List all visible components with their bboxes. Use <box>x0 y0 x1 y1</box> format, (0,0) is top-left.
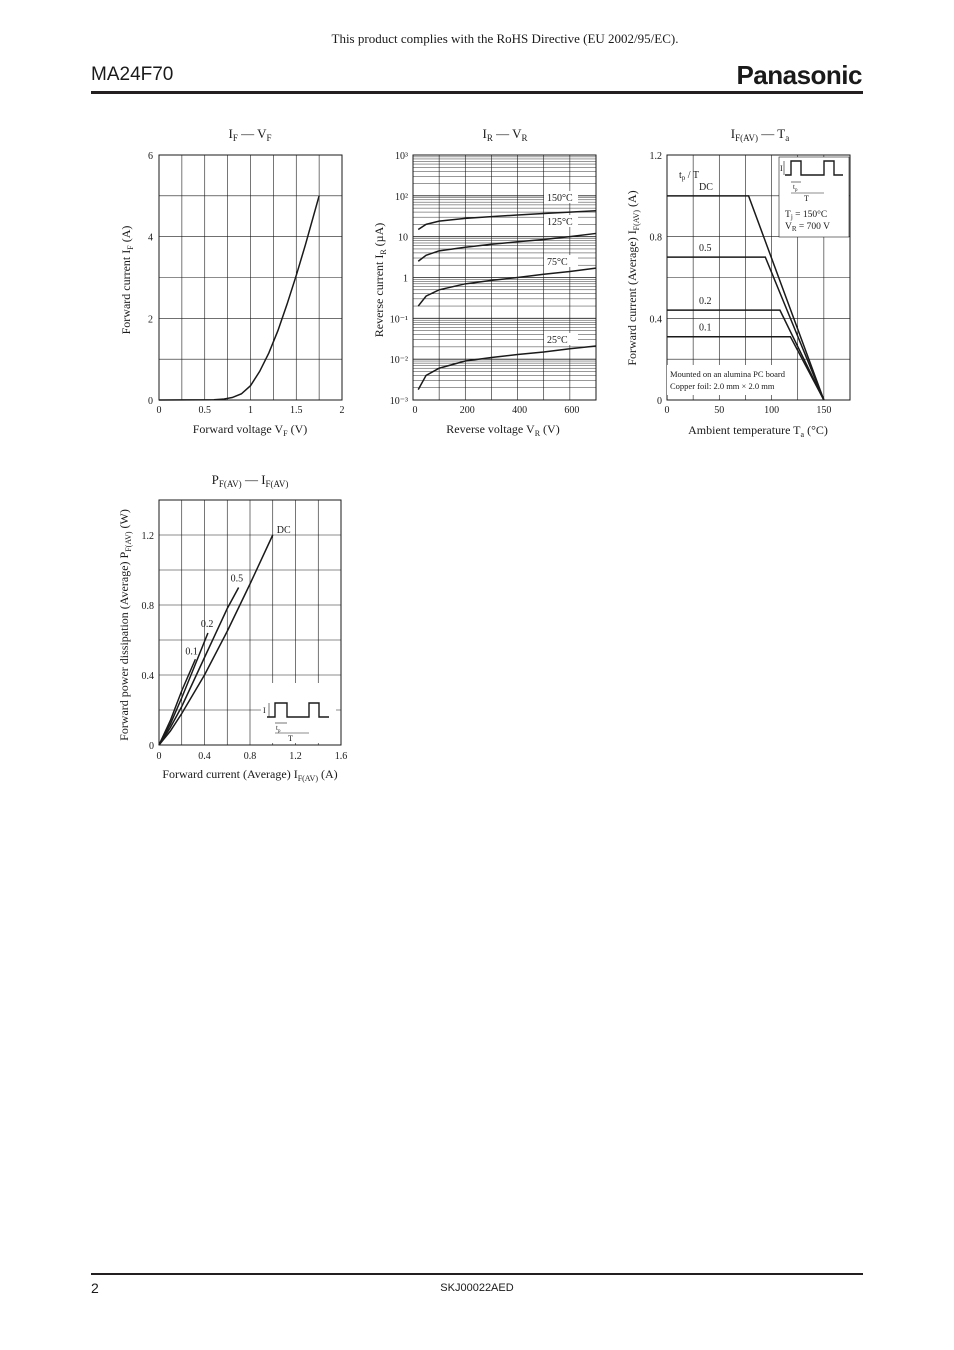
tp-label: $t_p$ <box>276 724 281 734</box>
x-tick-label: 1.2 <box>289 751 302 762</box>
series-label: 25°C <box>547 335 568 346</box>
y-tick-label: 0 <box>148 396 153 407</box>
series-label: 0.1 <box>185 646 198 658</box>
pulse-inset <box>261 683 336 743</box>
legend-header: $t_p$ / T <box>679 170 699 182</box>
x-tick-label: 100 <box>764 405 780 416</box>
series-line-0.1 <box>159 659 195 745</box>
y-tick-label: 1.2 <box>141 531 154 542</box>
series-label: 0.5 <box>230 573 244 585</box>
y-axis-label: Forward current (Average) $I_{F(AV)}$ (A) <box>625 190 641 366</box>
x-tick-label: 2 <box>339 405 345 416</box>
amplitude-label: I <box>780 164 783 173</box>
series-label: 0.5 <box>699 243 712 255</box>
series-label: 0.2 <box>699 296 712 308</box>
chart-pfav-ifav <box>110 465 370 790</box>
chart-title: $P_{F(AV)}$ — $I_{F(AV)}$ <box>211 472 289 489</box>
x-tick-label: 1.5 <box>290 405 303 416</box>
x-tick-label: 0 <box>156 751 162 762</box>
chart-if-vf <box>110 120 360 445</box>
series-line-25c <box>418 346 596 390</box>
x-tick-label: 0.4 <box>198 751 211 762</box>
y-tick-label: 0 <box>149 741 154 752</box>
amplitude-label: I <box>263 706 266 715</box>
note-line: Copper foil: 2.0 mm × 2.0 mm <box>670 381 775 391</box>
chart-ir-vr <box>365 120 615 445</box>
y-tick-label: 0 <box>657 396 662 407</box>
x-axis-label: Reverse voltage $V_R$ (V) <box>446 422 560 438</box>
y-tick-label: 1 <box>403 273 408 285</box>
chart-title: $I_R$ — $V_R$ <box>482 126 528 143</box>
x-tick-label: 0 <box>664 405 670 416</box>
y-tick-label: 10³ <box>395 151 408 162</box>
x-axis-label: Forward voltage $V_F$ (V) <box>192 422 308 438</box>
part-number: MA24F70 <box>91 64 174 85</box>
series-label: 75°C <box>547 257 568 268</box>
y-axis-label: Forward current $I_F$ (A) <box>119 225 135 335</box>
x-tick-label: 0.8 <box>243 751 257 762</box>
y-tick-label: 10⁻¹ <box>389 314 408 326</box>
condition-tj: $T_j = 150^\circ C$ <box>785 210 828 221</box>
chart-title: $I_F$ — $V_F$ <box>228 126 272 143</box>
x-tick-label: 0 <box>412 405 418 416</box>
y-axis-label: Forward power dissipation (Average) $P_{F(AV)}$ (W) <box>117 509 133 741</box>
x-tick-label: 0 <box>156 405 162 416</box>
x-axis-label: Forward current (Average) $I_{F(AV)}$ (A) <box>162 767 338 783</box>
x-tick-label: 0.5 <box>198 405 211 416</box>
x-tick-label: 400 <box>512 405 528 416</box>
x-tick-label: 600 <box>564 405 580 416</box>
series-label: 150°C <box>547 193 573 204</box>
tp-label: $t_p$ <box>793 183 798 193</box>
series-label: DC <box>276 525 291 536</box>
y-tick-label: 10⁻³ <box>389 396 408 407</box>
series-label: 0.2 <box>200 619 214 630</box>
brand-logo: Panasonic <box>736 60 862 90</box>
series-line-75c <box>418 268 596 306</box>
period-label: T <box>804 194 809 203</box>
series-line-if <box>159 196 319 400</box>
series-label: 0.1 <box>699 322 712 334</box>
chart-title: $I_{F(AV)}$ — $T_a$ <box>730 126 790 143</box>
y-tick-label: 10² <box>395 191 408 203</box>
condition-vr: $V_R = 700$ V <box>785 222 830 233</box>
x-tick-label: 1 <box>248 405 253 416</box>
y-tick-label: 1.2 <box>649 151 662 162</box>
y-tick-label: 4 <box>148 232 153 244</box>
pulse-inset <box>779 157 849 237</box>
x-tick-label: 200 <box>459 405 475 416</box>
series-label: DC <box>699 181 713 193</box>
x-tick-label: 150 <box>816 405 832 416</box>
x-tick-label: 50 <box>714 405 725 416</box>
page-number: 2 <box>91 1280 99 1296</box>
y-axis-label: Reverse current $I_R$ (µA) <box>372 222 388 338</box>
inset-bg <box>261 683 336 743</box>
y-tick-label: 10⁻² <box>389 355 408 367</box>
y-tick-label: 2 <box>148 314 153 326</box>
y-tick-label: 0.4 <box>141 671 154 682</box>
series-label: 125°C <box>547 217 573 228</box>
y-tick-label: 10 <box>398 232 408 244</box>
document-code: SKJ00022AED <box>440 1282 514 1294</box>
chart-ifav-ta <box>620 120 870 445</box>
x-axis-label: Ambient temperature $T_a$ (°C) <box>688 423 828 439</box>
mounting-note <box>667 365 797 395</box>
y-tick-label: 0.8 <box>649 232 662 244</box>
x-tick-label: 1.6 <box>334 751 348 762</box>
rohs-notice: This product complies with the RoHS Directive (EU 2002/95/EC). <box>331 31 679 46</box>
note-line: Mounted on an alumina PC board <box>670 369 785 379</box>
y-tick-label: 0.8 <box>141 601 154 612</box>
period-label: T <box>288 734 293 743</box>
y-tick-label: 6 <box>148 151 153 162</box>
footer-rule <box>91 1273 863 1275</box>
y-tick-label: 0.4 <box>649 314 662 326</box>
header-rule <box>91 91 863 94</box>
